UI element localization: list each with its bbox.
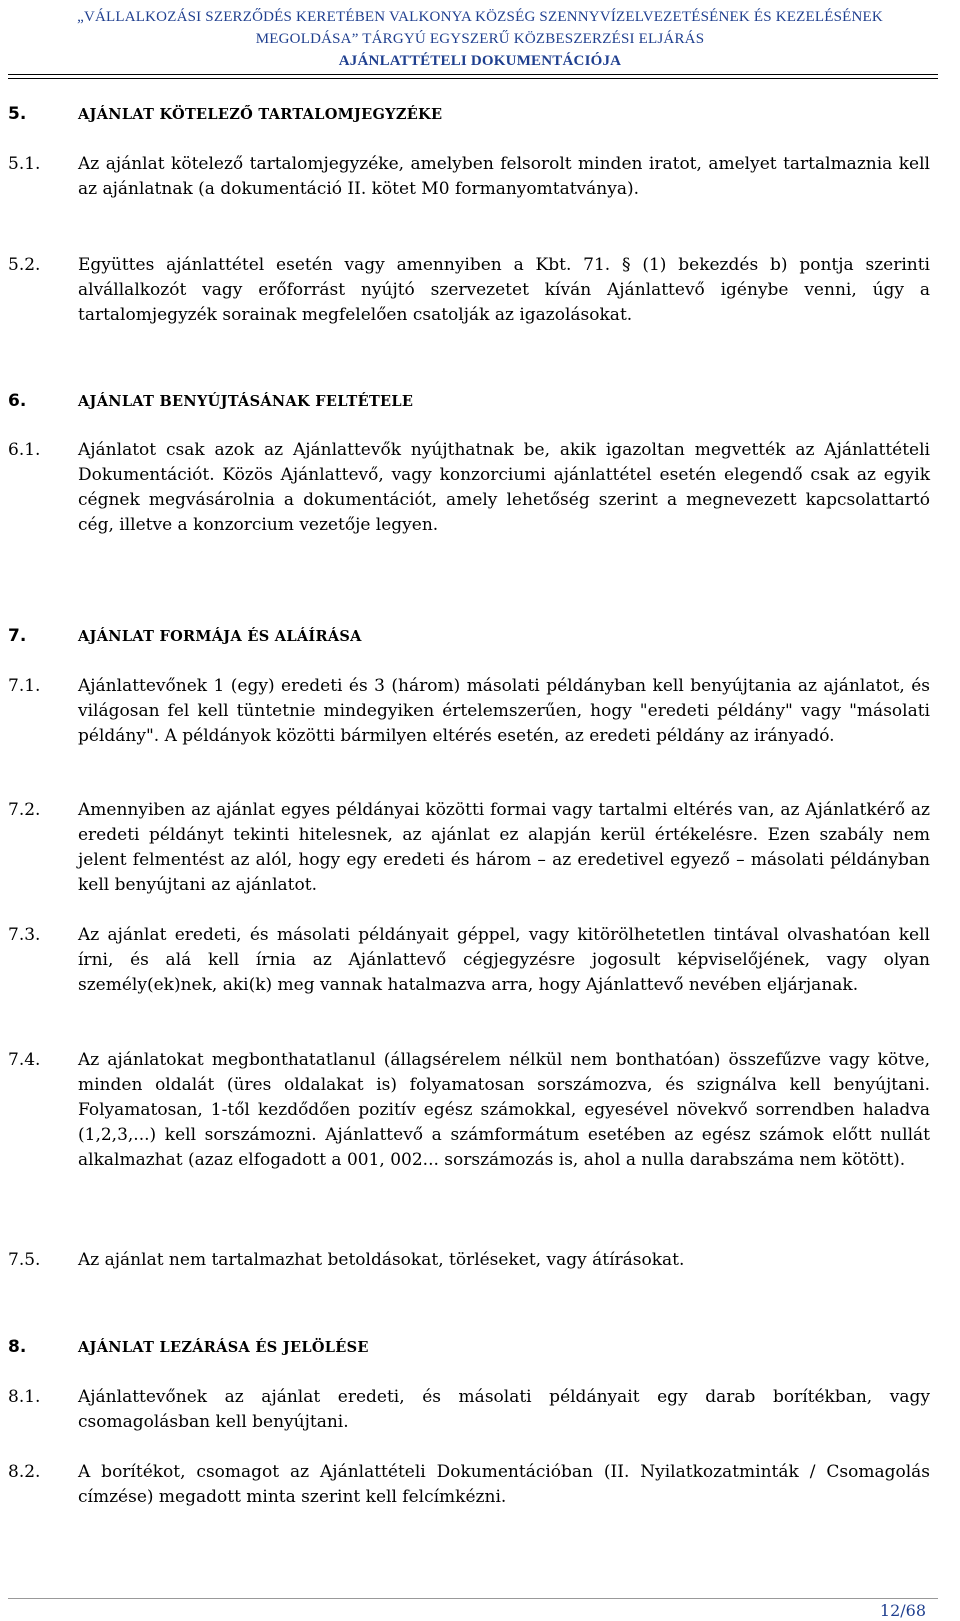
- clause-number: 6.1.: [8, 440, 41, 460]
- section-number: 8.: [8, 1337, 27, 1357]
- footer-divider: [8, 1598, 938, 1599]
- clause-number: 7.3.: [8, 925, 41, 945]
- clause: [8, 1048, 930, 1173]
- document-header: [0, 6, 960, 72]
- section-title: AJÁNLAT KÖTELEZŐ TARTALOMJEGYZÉKE: [78, 106, 443, 123]
- section-heading: [8, 626, 362, 646]
- clause: [8, 1385, 930, 1435]
- clause-text: Ajánlatot csak azok az Ajánlattevők nyújthatnak be, akik igazoltan megvették az Ajánlattételi Dokumentációt. Közös Ajánlattevő, vagy konzorciumi ajánlattétel esetén elegendő csak az egyik cégnek megvásárolnia a dokumentációt, amely lehetőség szerint a megnevezett kapcsolattartó cég, illetve a konzorcium vezetője legyen.: [78, 440, 930, 535]
- clause: [8, 253, 930, 328]
- clause: [8, 798, 930, 898]
- section-heading: [8, 1337, 369, 1357]
- clause-number: 8.2.: [8, 1462, 41, 1482]
- section-number: 5.: [8, 104, 27, 124]
- clause-number: 5.1.: [8, 154, 41, 174]
- clause-text: Amennyiben az ajánlat egyes példányai közötti formai vagy tartalmi eltérés van, az Ajánlatkérő az eredeti példányt tekinti hitelesnek, az ajánlat ez alapján kerül értékelésre. Ezen szabály nem jelent felmentést az alól, hogy egy eredeti és három – az eredetivel egyező – másolati példányban kell benyújtani az ajánlatot.: [78, 800, 930, 895]
- clause-number: 8.1.: [8, 1387, 41, 1407]
- header-line-3: AJÁNLATTÉTELI DOKUMENTÁCIÓJA: [338, 53, 622, 69]
- header-divider: [8, 74, 938, 75]
- clause: [8, 1248, 930, 1273]
- clause: [8, 152, 930, 202]
- clause-number: 7.2.: [8, 800, 41, 820]
- clause-text: Az ajánlatokat megbonthatatlanul (állagsérelem nélkül nem bonthatóan) összefűzve vagy kötve, minden oldalát (üres oldalakat is) folyamatosan sorszámozva, és szignálva kell benyújtani. Folyamatosan, 1-től kezdődően pozitív egész számokkal, egyesével növekvő sorrendben haladva (1,2,3,...) kell sorszámozni. Ajánlattevő a számformátum esetében az egész számok előtt nullát alkalmazhat (azaz elfogadott a 001, 002... sorszámozás is, ahol a nulla darabszáma nem kötött).: [78, 1050, 930, 1170]
- section-number: 6.: [8, 391, 27, 411]
- section-title: AJÁNLAT FORMÁJA ÉS ALÁÍRÁSA: [78, 628, 362, 645]
- clause-number: 7.5.: [8, 1250, 41, 1270]
- clause-number: 5.2.: [8, 255, 41, 275]
- clause-text: Az ajánlat kötelező tartalomjegyzéke, amelyben felsorolt minden iratot, amelyet tartalmaznia kell az ajánlatnak (a dokumentáció II. kötet M0 formanyomtatványa).: [78, 154, 930, 199]
- header-line-2: MEGOLDÁSA” TÁRGYÚ EGYSZERŰ KÖZBESZERZÉSI ELJÁRÁS: [255, 31, 705, 47]
- section-heading: [8, 104, 442, 124]
- section-heading: [8, 391, 413, 411]
- header-divider-thin: [8, 78, 938, 79]
- clause-text: Ajánlattevőnek az ajánlat eredeti, és másolati példányait egy darab borítékban, vagy csomagolásban kell benyújtani.: [78, 1387, 930, 1432]
- section-number: 7.: [8, 626, 27, 646]
- page-number: 12/68: [879, 1601, 926, 1620]
- clause: [8, 438, 930, 538]
- clause: [8, 923, 930, 998]
- clause-text: Az ajánlat eredeti, és másolati példányait géppel, vagy kitörölhetetlen tintával olvashatóan kell írni, és alá kell írnia az Ajánlattevő cégjegyzésre jogosult képviselőjének, vagy olyan személy(ek)nek, aki(k) meg vannak hatalmazva arra, hogy Ajánlattevő nevében eljárjanak.: [78, 925, 930, 995]
- clause: [8, 674, 930, 749]
- clause-text: A borítékot, csomagot az Ajánlattételi Dokumentációban (II. Nyilatkozatminták / Csomagolás címzése) megadott minta szerint kell felcímkézni.: [78, 1462, 930, 1507]
- clause: [8, 1460, 930, 1510]
- clause-text: Az ajánlat nem tartalmazhat betoldásokat, törléseket, vagy átírásokat.: [78, 1250, 685, 1270]
- header-line-1: „VÁLLALKOZÁSI SZERZŐDÉS KERETÉBEN VALKONYA KÖZSÉG SZENNYVÍZELVEZETÉSÉNEK ÉS KEZELÉSÉNEK: [77, 9, 883, 25]
- section-title: AJÁNLAT BENYÚJTÁSÁNAK FELTÉTELE: [78, 393, 414, 410]
- section-title: AJÁNLAT LEZÁRÁSA ÉS JELÖLÉSE: [78, 1339, 369, 1356]
- clause-text: Együttes ajánlattétel esetén vagy amennyiben a Kbt. 71. § (1) bekezdés b) pontja szerinti alvállalkozót vagy erőforrást nyújtó szervezetet kíván Ajánlattevő igénybe venni, úgy a tartalomjegyzék sorainak megfelelően csatolják az igazolásokat.: [78, 255, 930, 325]
- clause-number: 7.4.: [8, 1050, 41, 1070]
- clause-text: Ajánlattevőnek 1 (egy) eredeti és 3 (három) másolati példányban kell benyújtania az ajánlatot, és világosan fel kell tüntetnie mindegyiken értelemszerűen, hogy "eredeti példány" vagy "másolati példány". A példányok közötti bármilyen eltérés esetén, az eredeti példány az irányadó.: [78, 676, 930, 746]
- clause-number: 7.1.: [8, 676, 41, 696]
